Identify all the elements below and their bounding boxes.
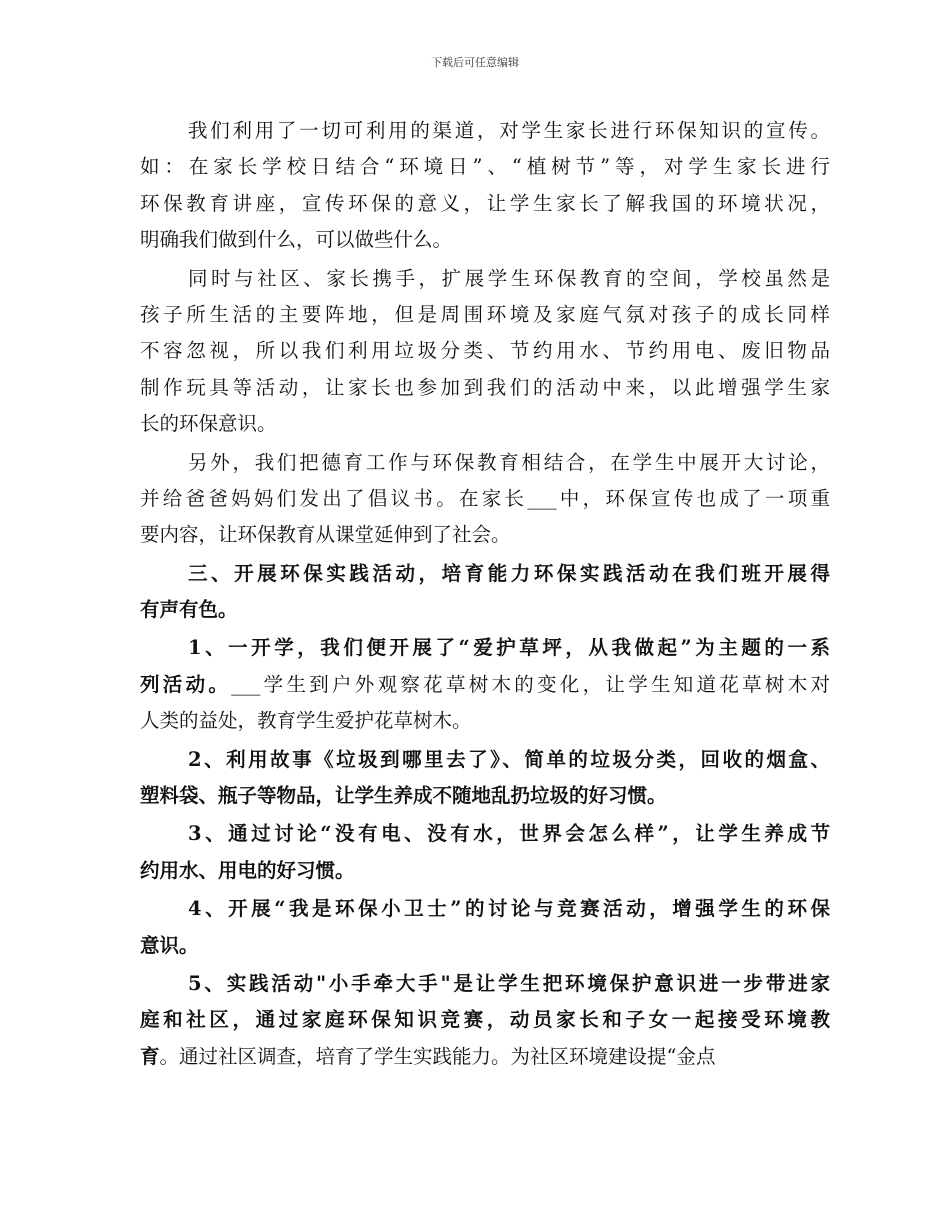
text-segment: 同时与社区、家长携手，扩展学生环保教育的空间，学校虽然是 [188, 266, 830, 290]
text-line [140, 517, 830, 553]
text-segment: 塑料袋、瓶子等物品，让学生养成不随地乱扔垃圾的好习惯。 [140, 784, 667, 808]
text-segment: 孩子所生活的主要阵地，但是周围环境及家庭气氛对孩子的成长同样 [140, 302, 830, 326]
text-line [140, 1002, 830, 1038]
text-segment: 要内容，让环保教育从课堂延伸到了社会。 [140, 523, 511, 547]
text-segment: 长的环保意识。 [140, 412, 277, 436]
paragraph [140, 966, 830, 1075]
text-line [140, 556, 830, 592]
text-line [140, 667, 830, 703]
page-header: 下载后可任意编辑 [431, 56, 519, 69]
text-segment: 制作玩具等活动，让家长也参加到我们的活动中来，以此增强学生家 [140, 375, 830, 399]
document-body [140, 113, 830, 1077]
paragraph [140, 113, 830, 259]
text-line [140, 928, 830, 964]
text-line [140, 149, 830, 185]
text-segment: 3、通过讨论“没有电、没有水，世界会怎么样”，让学生养成节 [188, 822, 830, 846]
text-line [140, 406, 830, 442]
text-line [140, 778, 830, 814]
text-segment: 2、利用故事《垃圾到哪里去了》、简单的垃圾分类，回收的烟盒、 [188, 747, 830, 771]
text-line [140, 742, 830, 778]
paragraph [140, 816, 830, 889]
paragraph [140, 742, 830, 815]
paragraph [140, 630, 830, 739]
text-segment: 。通过社区调查，培育了学生实践能力。为社区环境建设提“金点 [159, 1044, 716, 1068]
text-line [140, 630, 830, 666]
text-segment: 有声有色。 [140, 598, 238, 622]
text-segment: 并给爸爸妈妈们发出了倡议书。在家长___中，环保宣传也成了一项重 [140, 486, 830, 510]
text-segment: 环保教育讲座，宣传环保的意义，让学生家长了解我国的环境状况， [140, 191, 830, 215]
paragraph [140, 445, 830, 554]
text-segment: 另外，我们把德育工作与环保教育相结合，在学生中展开大讨论， [188, 450, 830, 474]
text-segment: 1、一开学，我们便开展了“爱护草坪，从我做起”为主题的一系 [188, 636, 830, 660]
text-line [140, 113, 830, 149]
text-line [140, 297, 830, 333]
text-line [140, 853, 830, 889]
text-segment: 我们利用了一切可利用的渠道，对学生家长进行环保知识的宣传。 [188, 119, 830, 142]
text-line [140, 966, 830, 1002]
paragraph [140, 261, 830, 443]
paragraph [140, 891, 830, 964]
text-line [140, 1039, 830, 1075]
text-segment: 明确我们做到什么，可以做些什么。 [140, 228, 453, 252]
text-segment: 如：在家长学校日结合“环境日”、“植树节”等，对学生家长进行 [140, 155, 830, 179]
text-segment: 育 [140, 1044, 160, 1068]
paragraph [140, 556, 830, 629]
text-line [140, 592, 830, 628]
text-segment: 人类的益处，教育学生爱护花草树木。 [140, 709, 472, 733]
text-line [140, 333, 830, 369]
text-segment: 意识。 [140, 933, 199, 957]
text-segment: 不容忽视，所以我们利用垃圾分类、节约用水、节约用电、废旧物品 [140, 339, 830, 363]
text-segment: 列活动。 [140, 672, 232, 696]
text-line [140, 816, 830, 852]
text-segment: 庭和社区，通过家庭环保知识竞赛，动员家长和子女一起接受环境教 [140, 1008, 830, 1032]
text-line [140, 891, 830, 927]
text-line [140, 703, 830, 739]
text-segment: 三、开展环保实践活动，培育能力环保实践活动在我们班开展得 [188, 561, 830, 585]
text-segment: ___学生到户外观察花草树木的变化，让学生知道花草树木对 [231, 672, 830, 696]
text-segment: 约用水、用电的好习惯。 [140, 858, 355, 882]
text-segment: 5、实践活动"小手牵大手"是让学生把环境保护意识进一步带进家 [188, 971, 830, 995]
text-line [140, 261, 830, 297]
text-line [140, 186, 830, 222]
text-line [140, 222, 830, 258]
text-line [140, 481, 830, 517]
text-line [140, 370, 830, 406]
text-segment: 4、开展“我是环保小卫士”的讨论与竞赛活动，增强学生的环保 [188, 897, 830, 921]
text-line [140, 445, 830, 481]
